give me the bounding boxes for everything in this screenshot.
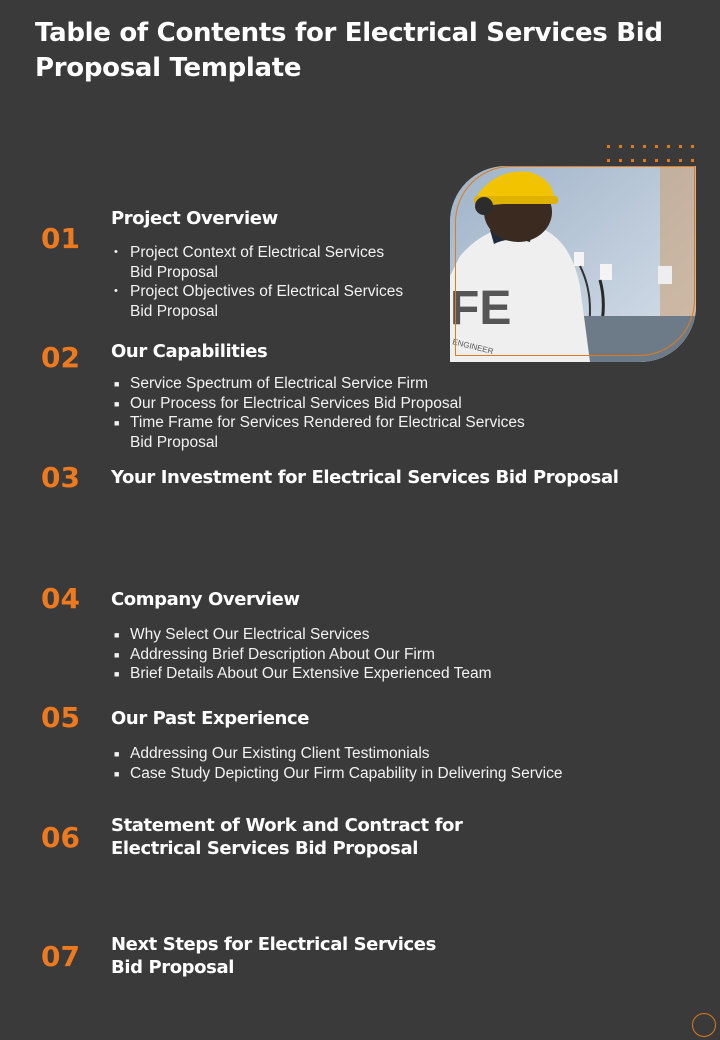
list-item — [111, 282, 403, 321]
section-heading-line: Our Capabilities — [111, 341, 268, 362]
list-item-line: Brief Details About Our Extensive Experienced Team — [130, 665, 492, 682]
bullet-square-icon: ■ — [114, 379, 120, 389]
decorative-dot-grid — [606, 144, 698, 164]
list-item-line: Our Process for Electrical Services Bid Proposal — [130, 394, 462, 412]
bullet-round-icon: • — [114, 285, 118, 297]
list-item-line: Bid Proposal — [130, 263, 218, 281]
list-item — [111, 764, 562, 784]
section-heading — [111, 933, 436, 979]
section-number: 02 — [41, 341, 80, 374]
section-heading-line: Project Overview — [111, 208, 278, 229]
page-title — [35, 16, 695, 86]
list-item-line: Time Frame for Services Rendered for Electrical Services — [130, 414, 525, 431]
section-heading-line: Your Investment for Electrical Services Bid Proposal — [111, 467, 619, 488]
section-heading — [111, 340, 267, 363]
bullet-square-icon: ■ — [114, 749, 120, 759]
list-item-line: Bid Proposal — [130, 433, 218, 451]
list-item-line: Project Objectives of Electrical Services — [130, 283, 404, 300]
list-item-line: Service Spectrum of Electrical Service Firm — [130, 375, 429, 392]
bullet-square-icon: ■ — [114, 398, 120, 409]
section-heading — [111, 588, 300, 611]
bullet-square-icon: ■ — [114, 418, 120, 428]
photo-badge-text: FE — [450, 282, 512, 335]
list-item — [111, 243, 403, 282]
photo-patch-text: ENGINEER — [451, 337, 495, 357]
list-item-line: Bid Proposal — [130, 302, 218, 320]
section-heading-line: Bid Proposal — [111, 957, 234, 978]
list-item — [111, 413, 525, 452]
section-heading — [111, 707, 309, 730]
list-item — [111, 625, 492, 645]
bullet-square-icon: ■ — [114, 768, 120, 779]
section-heading — [111, 814, 462, 860]
section-bullet-list — [111, 243, 403, 321]
section-heading-line: Next Steps for Electrical Services — [111, 934, 436, 955]
page-title-line: Table of Contents for Electrical Services Bid — [35, 18, 663, 48]
electrician-photo — [450, 166, 696, 362]
section-heading-line: Company Overview — [111, 589, 300, 610]
decorative-circle-icon — [692, 1013, 716, 1037]
page-title-line: Proposal Template — [35, 53, 302, 83]
section-heading-line: Our Past Experience — [111, 708, 310, 729]
list-item-line: Addressing Brief Description About Our Firm — [130, 645, 435, 663]
section-heading-line: Electrical Services Bid Proposal — [111, 838, 419, 859]
list-item — [111, 374, 525, 394]
section-number: 01 — [41, 222, 80, 255]
section-number: 05 — [41, 701, 80, 734]
section-bullet-list — [111, 625, 492, 684]
section-number: 03 — [41, 461, 80, 494]
section-number: 04 — [41, 582, 80, 615]
list-item-line: Why Select Our Electrical Services — [130, 626, 370, 643]
section-number: 07 — [41, 940, 80, 973]
list-item — [111, 394, 525, 414]
section-heading — [111, 466, 619, 489]
bullet-round-icon: • — [114, 246, 118, 258]
section-heading — [111, 207, 278, 230]
list-item — [111, 664, 492, 684]
bullet-square-icon: ■ — [114, 669, 120, 679]
bullet-square-icon: ■ — [114, 630, 120, 640]
bullet-square-icon: ■ — [114, 649, 120, 660]
list-item — [111, 645, 492, 665]
section-bullet-list — [111, 744, 562, 783]
list-item — [111, 744, 562, 764]
list-item-line: Addressing Our Existing Client Testimonials — [130, 745, 430, 762]
list-item-line: Case Study Depicting Our Firm Capability in Delivering Service — [130, 764, 563, 782]
section-bullet-list — [111, 374, 525, 452]
section-number: 06 — [41, 821, 80, 854]
section-heading-line: Statement of Work and Contract for — [111, 815, 463, 836]
list-item-line: Project Context of Electrical Services — [130, 244, 385, 261]
